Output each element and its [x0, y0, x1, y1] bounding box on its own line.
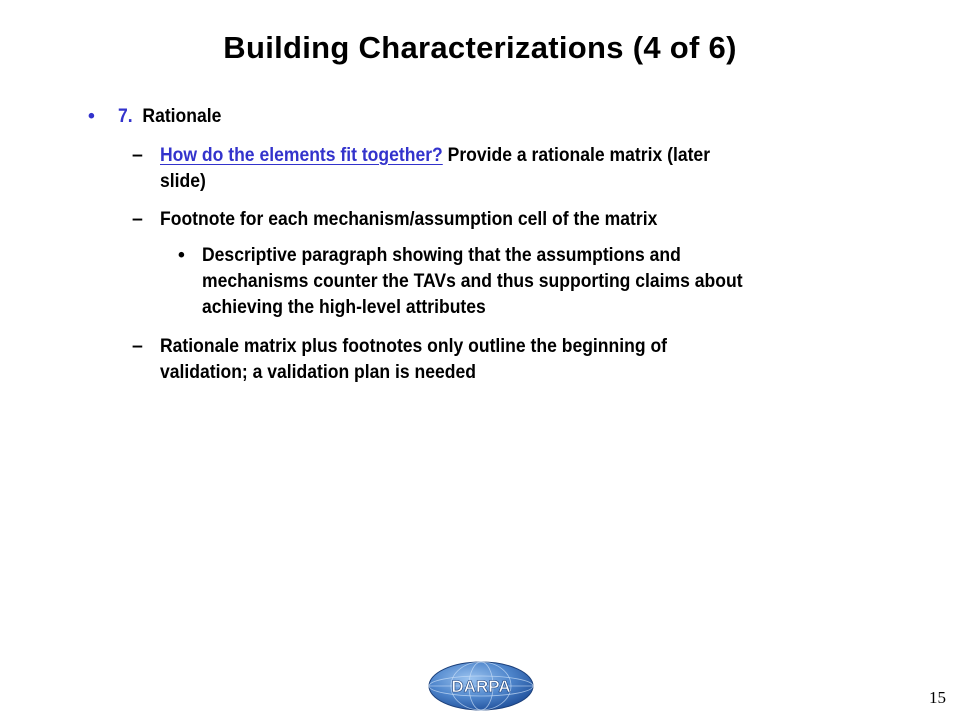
- darpa-logo: [428, 661, 534, 711]
- sub-sub-item-line-3: achieving the high-level attributes: [202, 296, 486, 318]
- sub-item-3-line-2: validation; a validation plan is needed: [160, 361, 476, 383]
- sub-sub-item-line-1: Descriptive paragraph showing that the assumptions and: [202, 244, 681, 266]
- sub-item-2-line-1: Footnote for each mechanism/assumption cell of the matrix: [160, 208, 658, 230]
- dash-marker: –: [132, 335, 143, 357]
- sub-item-1-line-2: slide): [160, 170, 206, 192]
- dash-marker: –: [132, 208, 143, 230]
- darpa-logo-text: DARPA: [451, 677, 511, 696]
- sub-sub-item-line-2: mechanisms counter the TAVs and thus supporting claims about: [202, 270, 743, 292]
- sub-bullet-marker: •: [178, 244, 185, 266]
- dash-marker: –: [132, 144, 143, 166]
- main-bullet: [118, 103, 221, 129]
- sub-item-3-line-1: Rationale matrix plus footnotes only outline the beginning of: [160, 335, 668, 357]
- sub-item-1-text: Provide a rationale matrix (later: [442, 144, 711, 166]
- sub-item-1-line-1: [160, 142, 710, 168]
- slide-title: Building Characterizations (4 of 6): [223, 30, 737, 65]
- main-bullet-number: 7.: [118, 105, 133, 127]
- page-number: 15: [929, 688, 946, 707]
- bullet-marker: •: [88, 105, 95, 127]
- main-bullet-label: Rationale: [142, 105, 222, 127]
- elements-fit-link[interactable]: How do the elements fit together?: [160, 144, 443, 166]
